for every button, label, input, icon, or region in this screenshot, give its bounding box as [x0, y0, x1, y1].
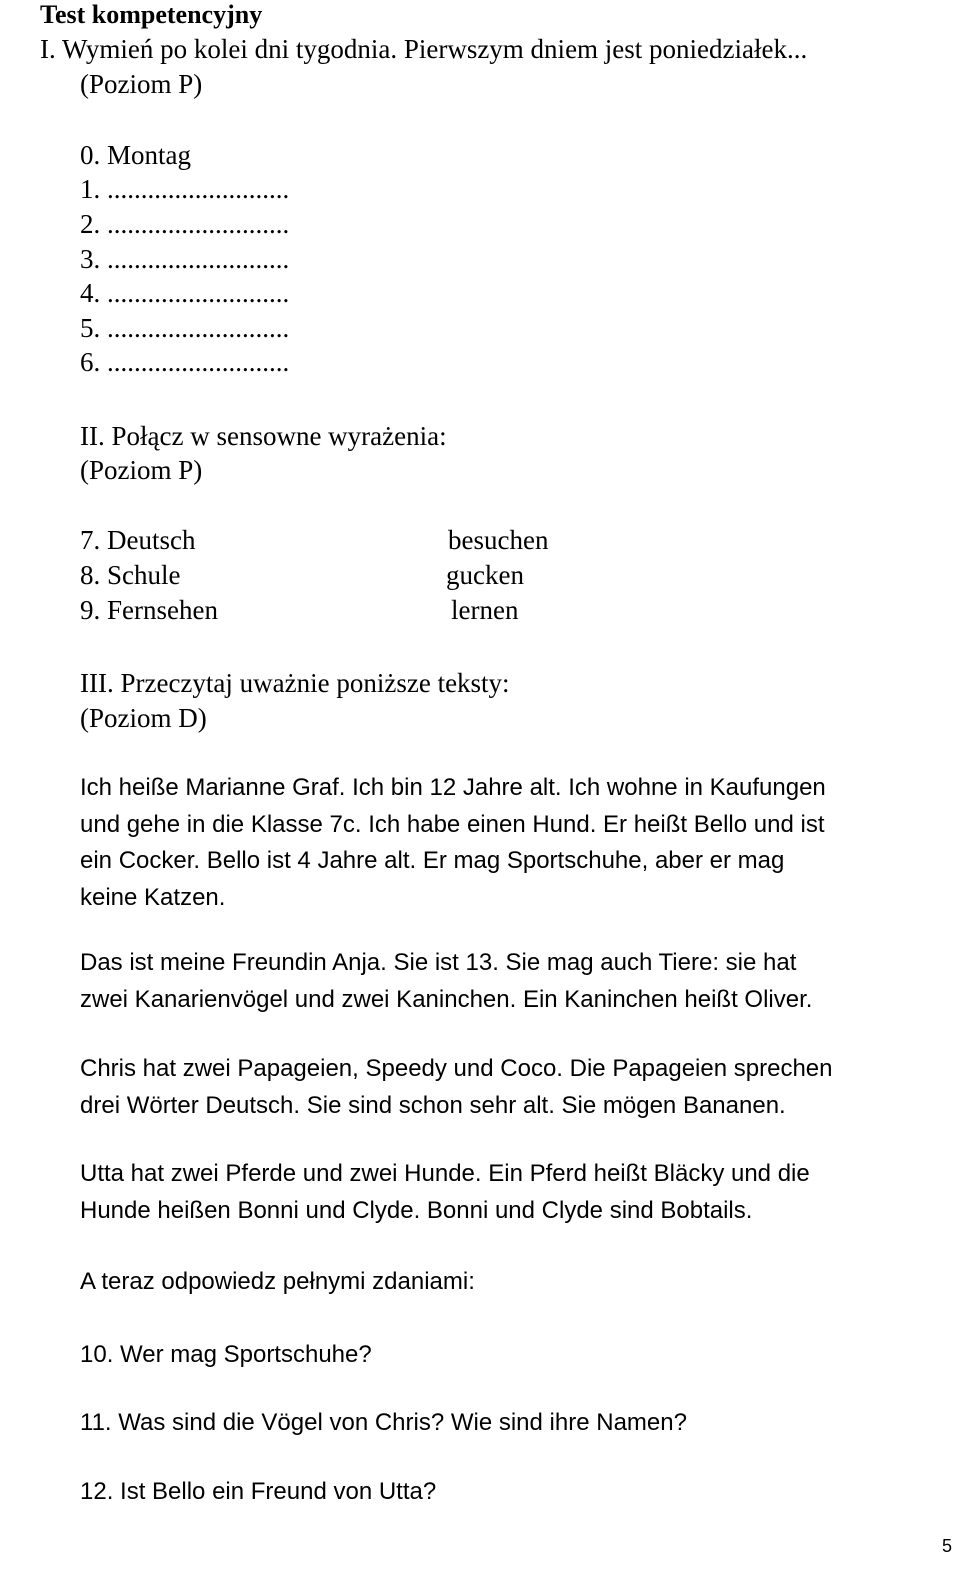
section2-heading: II. Połącz w sensowne wyrażenia: [80, 421, 447, 451]
text-line: Das ist meine Freundin Anja. Sie ist 13. Sie mag auch Tiere: sie hat [80, 949, 797, 976]
reading-text-marianne [80, 770, 960, 916]
text-line: drei Wörter Deutsch. Sie sind schon sehr alt. Sie mögen Bananen. [80, 1091, 786, 1119]
question-item: 11. Was sind die Vögel von Chris? Wie sind ihre Namen? [80, 1409, 687, 1436]
match-left-item: 9. Fernsehen [80, 595, 218, 625]
text-line: Chris hat zwei Papageien, Speedy und Coco. Die Papageien sprechen [80, 1055, 833, 1082]
section3-heading: III. Przeczytaj uważnie poniższe teksty: [80, 668, 510, 698]
day-item: 0. Montag [80, 140, 191, 170]
match-right-item: besuchen [448, 525, 549, 555]
day-item: 3. ........................... [80, 244, 290, 274]
day-item: 5. ........................... [80, 313, 290, 343]
match-left-item: 7. Deutsch [80, 525, 196, 555]
day-item: 1. ........................... [80, 174, 290, 204]
page-title: Test kompetencyjny [40, 0, 263, 29]
match-right-item: lernen [451, 595, 519, 625]
text-line: zwei Kanarienvögel und zwei Kaninchen. Ein Kaninchen heißt Oliver. [80, 985, 813, 1013]
page-number: 5 [942, 1536, 953, 1556]
text-line: ein Cocker. Bello ist 4 Jahre alt. Er mag Sportschuhe, aber er mag [80, 847, 785, 874]
reading-text-chris [80, 1051, 960, 1124]
day-item: 2. ........................... [80, 209, 290, 239]
text-line: keine Katzen. [80, 883, 226, 911]
section3-level: (Poziom D) [80, 703, 207, 733]
day-item: 4. ........................... [80, 278, 290, 308]
match-right-item: gucken [446, 560, 524, 590]
section1-heading: I. Wymień po kolei dni tygodnia. Pierwszym dniem jest poniedziałek... [40, 34, 808, 64]
section2-level: (Poziom P) [80, 455, 203, 485]
question-item: 12. Ist Bello ein Freund von Utta? [80, 1478, 437, 1505]
section1-level: (Poziom P) [80, 69, 203, 99]
match-left-item: 8. Schule [80, 560, 181, 590]
question-item: 10. Wer mag Sportschuhe? [80, 1341, 372, 1368]
text-line: und gehe in die Klasse 7c. Ich habe einen Hund. Er heißt Bello und ist [80, 810, 825, 838]
day-item: 6. ........................... [80, 347, 290, 377]
reading-text-anja [80, 945, 960, 1018]
text-line: Utta hat zwei Pferde und zwei Hunde. Ein Pferd heißt Bläcky und die [80, 1160, 810, 1187]
text-line: Hunde heißen Bonni und Clyde. Bonni und Clyde sind Bobtails. [80, 1196, 753, 1224]
text-line: Ich heiße Marianne Graf. Ich bin 12 Jahre alt. Ich wohne in Kaufungen [80, 774, 826, 801]
answer-instruction: A teraz odpowiedz pełnymi zdaniami: [80, 1268, 475, 1295]
reading-text-utta [80, 1156, 960, 1229]
